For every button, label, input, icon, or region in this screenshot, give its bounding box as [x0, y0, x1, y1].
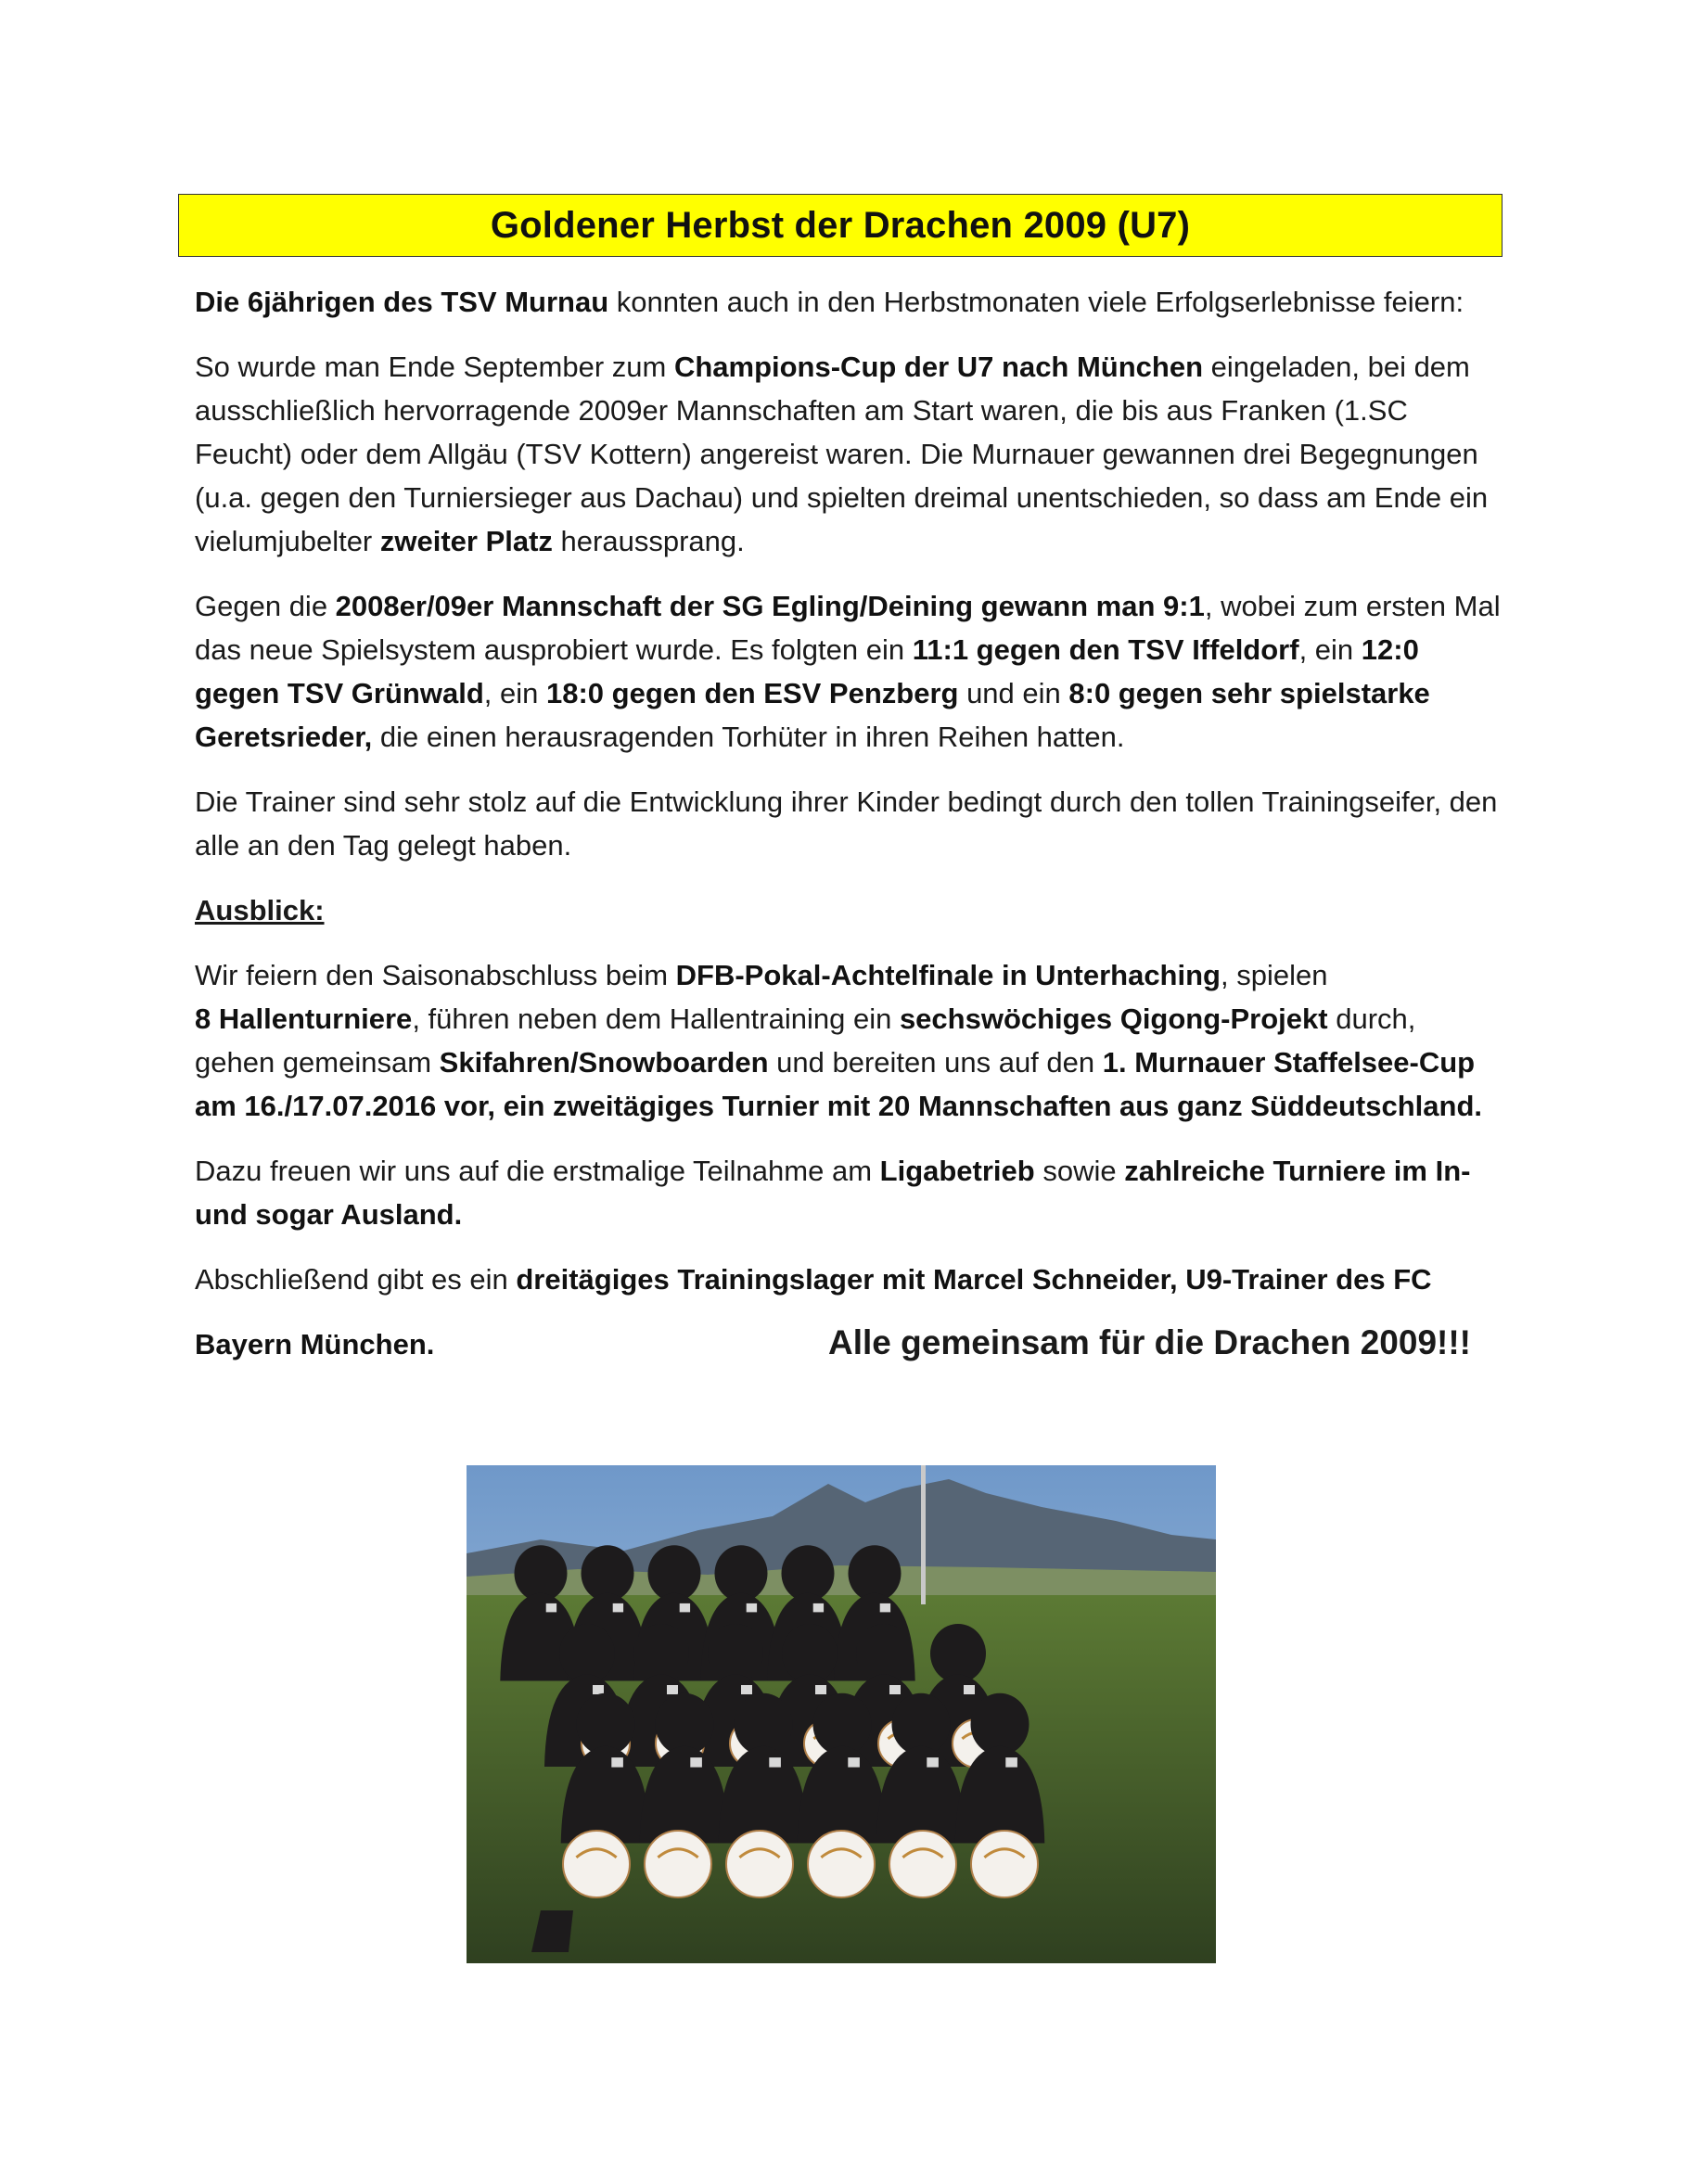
p2-text-4: , ein — [483, 677, 546, 709]
p5-text-1: Dazu freuen wir uns auf die erstmalige Teilnahme am — [195, 1155, 880, 1187]
p5-text-2: sowie — [1034, 1155, 1125, 1187]
paragraph-champions-cup — [195, 345, 1503, 563]
player-badge — [747, 1603, 757, 1613]
intro-text: konnten auch in den Herbstmonaten viele Erfolgserlebnisse feiern: — [608, 286, 1464, 318]
title-banner — [178, 194, 1503, 257]
p4-bold-5: 1. Murnauer Staffelsee-Cup am 16./17.07.2016 vor, ein zweitägiges Turnier mit 20 Mannschaften aus ganz Süddeutschland. — [195, 1046, 1482, 1122]
player-badge — [889, 1685, 901, 1694]
closing-line — [195, 1321, 1503, 1366]
p2-bold-2: 11:1 gegen den TSV Iffeldorf — [912, 633, 1299, 666]
p4-bold-1: DFB-Pokal-Achtelfinale in Unterhaching — [675, 959, 1221, 991]
player-badge — [690, 1757, 702, 1768]
player-badge — [815, 1685, 826, 1694]
p2-text-2: , wobei zum ersten Mal das neue Spielsystem ausprobiert wurde. Es folgten ein — [195, 590, 1501, 666]
football — [563, 1831, 630, 1897]
player-badge — [1005, 1757, 1017, 1768]
football — [808, 1831, 875, 1897]
p2-text-1: Gegen die — [195, 590, 336, 622]
p1-text-1: So wurde man Ende September zum — [195, 351, 674, 383]
intro-paragraph — [195, 280, 1503, 324]
player-badge — [927, 1757, 939, 1768]
player-badge — [813, 1603, 824, 1613]
player-badge — [546, 1603, 556, 1613]
paragraph-trainers: Die Trainer sind sehr stolz auf die Entwicklung ihrer Kinder bedingt durch den tollen Trainingseifer, den alle an den Tag gelegt haben. — [195, 785, 1498, 862]
paragraph-training-camp — [195, 1258, 1503, 1301]
p4-text-3: , führen neben dem Hallentraining ein — [412, 1003, 900, 1035]
floodlight-pole — [921, 1465, 926, 1604]
p4-text-1: Wir feiern den Saisonabschluss beim — [195, 959, 676, 991]
article-body — [195, 280, 1503, 1366]
p2-text-5: und ein — [958, 677, 1069, 709]
p5-bold-2: zahlreiche Turniere im In- und sogar Ausland. — [195, 1155, 1471, 1231]
p4-text-2: , spielen — [1220, 959, 1328, 991]
p6-bold-2: Bayern München. — [195, 1328, 435, 1360]
football — [726, 1831, 793, 1897]
player-badge — [611, 1757, 623, 1768]
player-badge — [593, 1685, 604, 1694]
p2-bold-4: 18:0 gegen den ESV Penzberg — [545, 677, 959, 709]
player-badge — [880, 1603, 890, 1613]
paragraph-league — [195, 1149, 1503, 1236]
player-badge — [964, 1685, 975, 1694]
football — [971, 1831, 1038, 1897]
team-photo-icon — [467, 1465, 1216, 1963]
player-badge — [741, 1685, 752, 1694]
p2-text-6: die einen herausragenden Torhüter in ihren Reihen hatten. — [372, 721, 1125, 753]
player-badge — [769, 1757, 781, 1768]
player-badge — [680, 1603, 690, 1613]
paragraph-results — [195, 584, 1503, 759]
player-badge — [613, 1603, 623, 1613]
team-slogan: Alle gemeinsam für die Drachen 2009!!! — [828, 1323, 1471, 1361]
p1-text-3: heraussprang. — [552, 525, 745, 557]
p1-text-2: eingeladen, bei dem ausschließlich hervorragende 2009er Mannschaften am Start waren, die bis aus Franken (1.SC Feucht) oder dem Allgäu (TSV Kottern) angereist waren. Die Murnauer gewannen drei Begegnungen (u.a. gegen den Turniersieger aus Dachau) und spielten dreimal unentschieden, so dass am Ende ein vielumjubelter — [195, 351, 1489, 557]
p2-bold-1: 2008er/09er Mannschaft der SG Egling/Deining gewann man 9:1 — [335, 590, 1205, 622]
p1-bold-1: Champions-Cup der U7 nach München — [673, 351, 1204, 383]
ausblick-heading: Ausblick: — [195, 894, 325, 926]
p4-bold-4: Skifahren/Snowboarden — [439, 1046, 769, 1079]
p1-bold-2: zweiter Platz — [379, 525, 553, 557]
football — [645, 1831, 711, 1897]
page-title: Goldener Herbst der Drachen 2009 (U7) — [490, 204, 1191, 246]
p5-bold-1: Ligabetrieb — [879, 1155, 1035, 1187]
p6-text-1: Abschließend gibt es ein — [195, 1263, 517, 1296]
p4-bold-2: 8 Hallenturniere — [195, 1003, 413, 1035]
football — [889, 1831, 956, 1897]
player-badge — [667, 1685, 678, 1694]
p4-bold-3: sechswöchiges Qigong-Projekt — [899, 1003, 1328, 1035]
player-badge — [848, 1757, 860, 1768]
p2-text-3: , ein — [1298, 633, 1362, 666]
p4-text-5: und bereiten uns auf den — [768, 1046, 1103, 1079]
p2-bold-3: 12:0 gegen TSV Grünwald — [195, 633, 1419, 709]
intro-bold: Die 6jährigen des TSV Murnau — [195, 286, 609, 318]
team-photo — [467, 1465, 1216, 1963]
paragraph-outlook — [195, 953, 1503, 1128]
p2-bold-5: 8:0 gegen sehr spielstarke Geretsrieder, — [195, 677, 1430, 753]
p4-text-4: durch, gehen gemeinsam — [195, 1003, 1416, 1079]
p6-bold-1: dreitägiges Trainingslager mit Marcel Schneider, U9-Trainer des FC — [516, 1263, 1432, 1296]
